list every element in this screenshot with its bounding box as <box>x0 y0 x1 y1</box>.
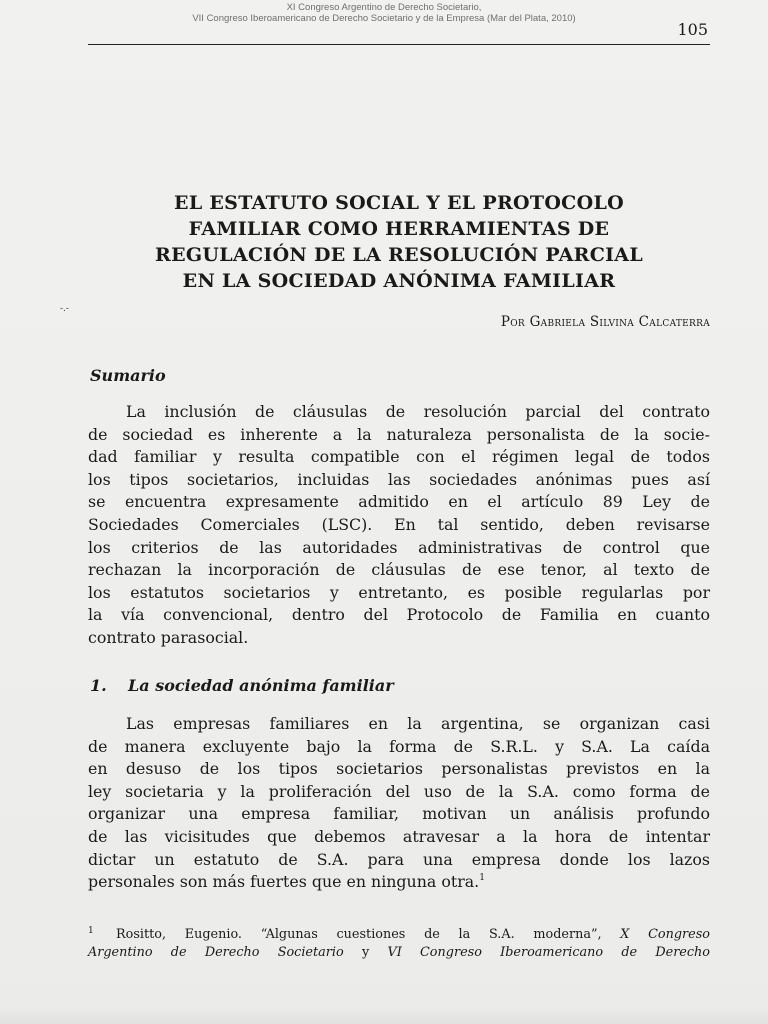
footnote-reference[interactable]: 1 <box>479 873 485 884</box>
header-rule <box>88 44 710 45</box>
text-line: de sociedad es inherente a la naturaleza personalista de la socie- <box>88 424 710 444</box>
text-line: los estatutos societarios y entretanto, es posible regularlas por <box>88 582 710 602</box>
text-line <box>88 871 710 894</box>
text-line: de las vicisitudes que debemos atravesar a la hora de intentar <box>88 826 710 846</box>
title-line: EL ESTATUTO SOCIAL Y EL PROTOCOLO <box>174 192 624 214</box>
title-line: REGULACIÓN DE LA RESOLUCIÓN PARCIAL <box>154 244 644 266</box>
running-head-line-1: XI Congreso Argentino de Derecho Societario, <box>286 2 482 13</box>
text-line: Sociedades Comerciales (LSC). En tal sentido, deben revisarse <box>88 514 710 534</box>
page-number: 105 <box>677 20 708 39</box>
text-line: de manera excluyente bajo la forma de S.R.L. y S.A. La caída <box>88 736 710 756</box>
footnote <box>88 926 710 962</box>
title-line: EN LA SOCIEDAD ANÓNIMA FAMILIAR <box>182 270 616 292</box>
article-title <box>88 190 710 294</box>
section-1-heading <box>90 676 394 695</box>
text-line-content: personales son más fuertes que en ninguna otra. <box>88 872 480 892</box>
text-line: en desuso de los tipos societarios personalistas previstos en la <box>88 759 710 779</box>
footnote-marker: 1 <box>88 926 94 936</box>
text-line: rechazan la incorporación de cláusulas de ese tenor, al texto de <box>88 560 710 580</box>
title-line: FAMILIAR COMO HERRAMIENTAS DE <box>188 218 610 240</box>
footnote-text: Rositto, Eugenio. “Algunas cuestiones de la S.A. moderna”, <box>116 927 602 942</box>
text-line: dad familiar y resulta compatible con el régimen legal de todos <box>88 447 710 467</box>
scan-mark: -.- <box>60 304 69 314</box>
text-line: Las empresas familiares en la argentina, se organizan casi <box>126 714 710 733</box>
text-line: los tipos societarios, incluidas las sociedades anónimas pues así <box>88 469 710 489</box>
footnote-italic-text: Argentino de Derecho Societario <box>88 945 344 960</box>
footnote-italic-text: VI Congreso Iberoamericano de Derecho <box>387 945 710 960</box>
text-line: la vía convencional, dentro del Protocolo de Familia en cuanto <box>88 605 710 625</box>
text-line: se encuentra expresamente admitido en el artículo 89 Ley de <box>88 492 710 512</box>
scan-edge-shadow <box>0 1006 768 1024</box>
text-line: los criterios de las autoridades administrativas de control que <box>88 537 710 557</box>
footnote-italic-text: X Congreso <box>620 927 711 942</box>
text-line: dictar un estatuto de S.A. para una empresa donde los lazos <box>88 849 710 869</box>
summary-heading: Sumario <box>90 366 166 385</box>
section-title: La sociedad anónima familiar <box>128 676 394 695</box>
running-head <box>0 2 768 24</box>
footnote-line <box>88 926 710 944</box>
footnote-line <box>88 944 710 962</box>
author-byline: Por Gabriela Silvina Calcaterra <box>500 314 710 330</box>
text-line: La inclusión de cláusulas de resolución parcial del contrato <box>126 402 710 421</box>
text-line: ley societaria y la proliferación del uso de la S.A. como forma de <box>88 781 710 801</box>
running-head-line-2: VII Congreso Iberoamericano de Derecho Societario y de la Empresa (Mar del Plata, 2010) <box>192 13 576 24</box>
section-1-paragraph <box>88 713 710 894</box>
section-number: 1. <box>90 676 107 695</box>
text-line: organizar una empresa familiar, motivan un análisis profundo <box>88 804 710 824</box>
footnote-text: y <box>361 945 370 960</box>
summary-paragraph <box>88 401 710 650</box>
text-line: contrato parasocial. <box>88 627 249 647</box>
